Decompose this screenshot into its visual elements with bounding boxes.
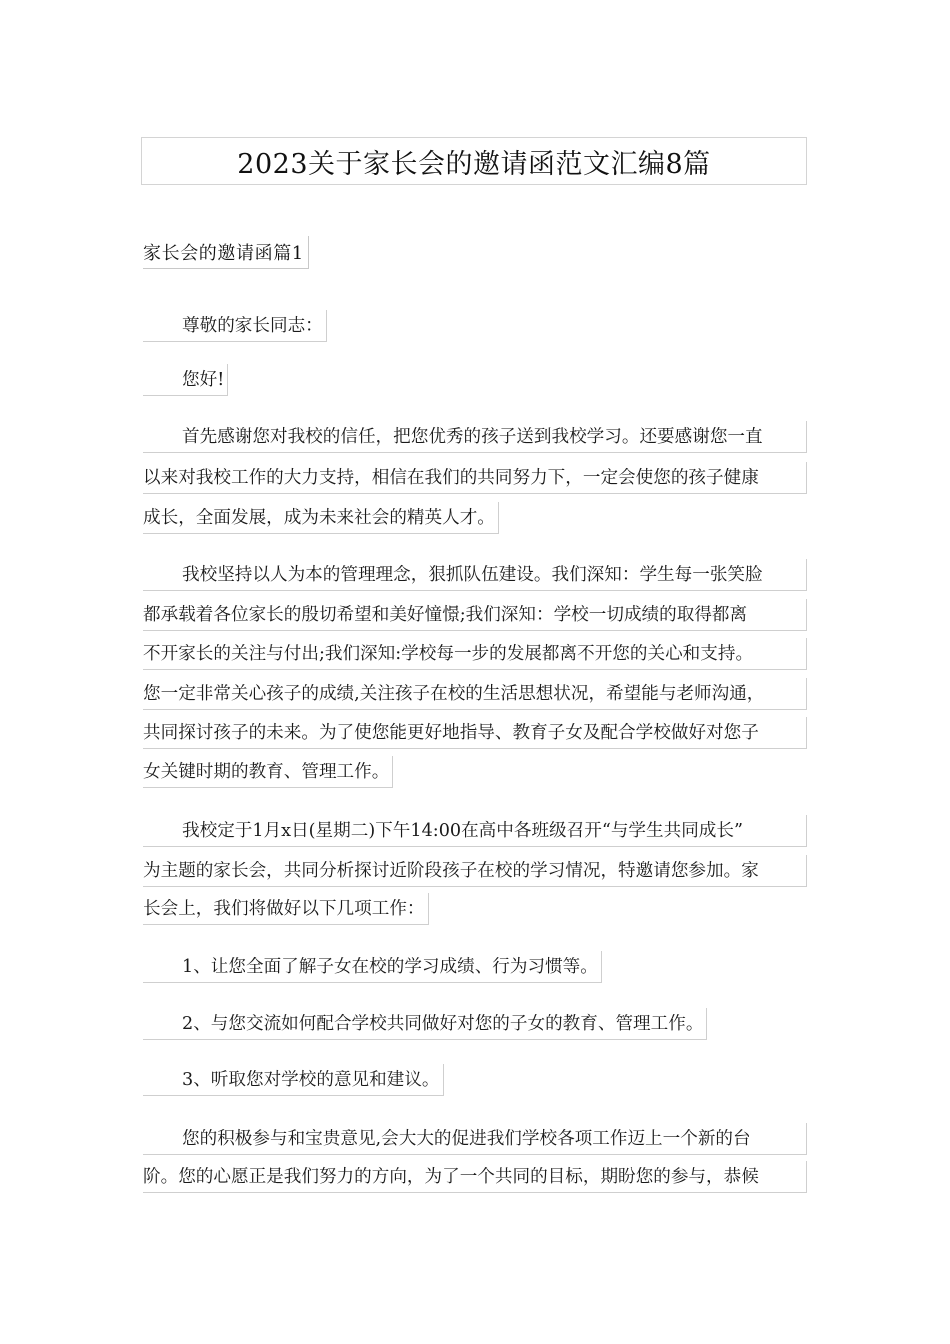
paragraph-line: 女关键时期的教育、管理工作。 [143,756,393,788]
paragraph-line: 我校坚持以人为本的管理理念，狠抓队伍建设。我们深知：学生每一张笑脸 [143,559,807,591]
section-heading: 家长会的邀请函篇1 [143,236,309,269]
paragraph-line: 以来对我校工作的大力支持，相信在我们的共同努力下，一定会使您的孩子健康 [143,462,807,494]
paragraph-line: 为主题的家长会，共同分析探讨近阶段孩子在校的学习情况，特邀请您参加。家 [143,855,807,887]
document-title-box [141,137,807,185]
paragraph-line: 您一定非常关心孩子的成绩,关注孩子在校的生活思想状况，希望能与老师沟通， [143,678,807,710]
list-item: 1、让您全面了解子女在校的学习成绩、行为习惯等。 [143,951,602,983]
paragraph-line: 共同探讨孩子的未来。为了使您能更好地指导、教育子女及配合学校做好对您子 [143,717,807,749]
paragraph-line: 首先感谢您对我校的信任，把您优秀的孩子送到我校学习。还要感谢您一直 [143,421,807,453]
paragraph-line: 不开家长的关注与付出;我们深知:学校每一步的发展都离不开您的关心和支持。 [143,638,807,670]
list-item: 2、与您交流如何配合学校共同做好对您的子女的教育、管理工作。 [143,1008,707,1040]
document-title: 2023关于家长会的邀请函范文汇编8篇 [237,148,711,180]
paragraph-line: 成长，全面发展，成为未来社会的精英人才。 [143,502,499,534]
paragraph-line: 您的积极参与和宝贵意见,会大大的促进我们学校各项工作迈上一个新的台 [143,1123,807,1155]
paragraph-salutation: 尊敬的家长同志： [143,310,327,342]
list-item: 3、听取您对学校的意见和建议。 [143,1064,444,1096]
paragraph-line: 阶。您的心愿正是我们努力的方向，为了一个共同的目标，期盼您的参与，恭候 [143,1161,807,1193]
paragraph-line: 长会上，我们将做好以下几项工作： [143,893,429,925]
paragraph-greeting: 您好! [143,364,228,396]
paragraph-line: 都承载着各位家长的殷切希望和美好憧憬;我们深知：学校一切成绩的取得都离 [143,599,807,631]
paragraph-line: 我校定于1月x日(星期二)下午14:00在高中各班级召开“与学生共同成长” [143,815,807,847]
